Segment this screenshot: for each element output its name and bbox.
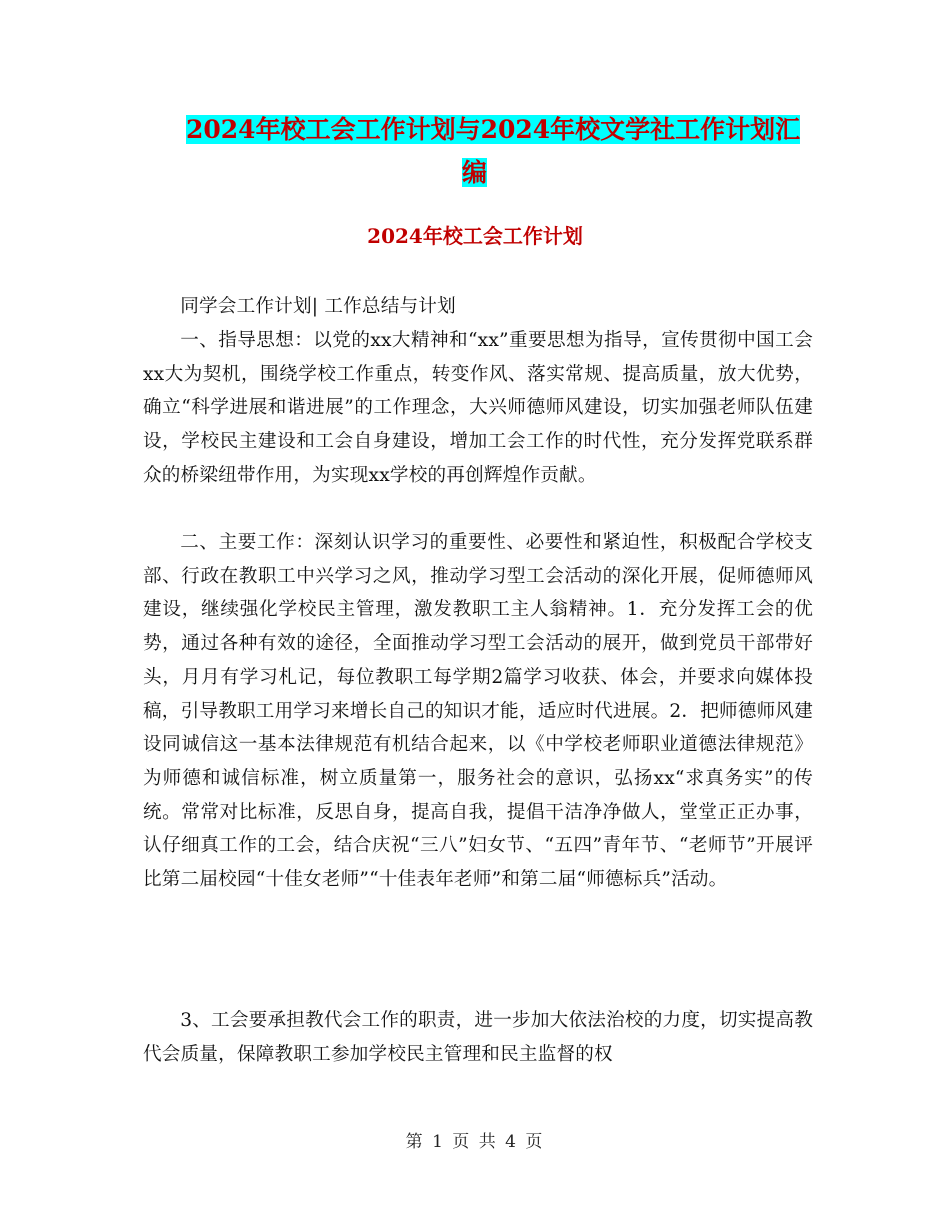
page-footer: 第 1 页 共 4 页: [405, 1132, 545, 1152]
paragraph-congress-duty: 3、工会要承担教代会工作的职责，进一步加大依法治校的力度，切实提高教代会质量，保障教职工参加学校民主管理和民主监督的权: [143, 1010, 813, 1065]
paragraph-main-work: 二、主要工作：深刻认识学习的重要性、必要性和紧迫性，积极配合学校支部、行政在教职工中兴学习之风，推动学习型工会活动的深化开展，促师德师风建设，继续强化学校民主管理，激发教职工主人翁精神。1．充分发挥工会的优势，通过各种有效的途径，全面推动学习型工会活动的展开，做到党员干部带好头，月月有学习札记，每位教职工每学期2篇学习收获、体会，并要求向媒体投稿，引导教职工用学习来增长自己的知识才能，适应时代进展。2．把师德师风建设同诚信这一基本法律规范有机结合起来，以《中学校老师职业道德法律规范》为师德和诚信标准，树立质量第一，服务社会的意识，弘扬xx“求真务实”的传统。常常对比标准，反思自身，提高自我，提倡干洁净净做人，堂堂正正办事，认仔细真工作的工会，结合庆祝“三八”妇女节、“五四”青年节、“老师节”开展评比第二届校园“十佳女老师”“十佳表年老师”和第二届“师德标兵”活动。: [143, 532, 813, 891]
document-title-line-1: 2024年校工会工作计划与2024年校文学社工作计划汇: [186, 115, 801, 144]
meta-line: 同学会工作计划| 工作总结与计划: [180, 296, 456, 317]
paragraph-guiding-ideology: 一、指导思想：以党的xx大精神和“xx”重要思想为指导，宣传贯彻中国工会xx大为契机，围绕学校工作重点，转变作风、落实常规、提高质量，放大优势，确立“科学进展和谐进展”的工作理念，大兴师德师风建设，切实加强老师队伍建设，学校民主建设和工会自身建设，增加工会工作的时代性，充分发挥党联系群众的桥梁纽带作用，为实现xx学校的再创辉煌作贡献。: [143, 330, 813, 486]
section-heading: 2024年校工会工作计划: [367, 224, 583, 248]
document-title-line-2: 编: [462, 158, 488, 187]
